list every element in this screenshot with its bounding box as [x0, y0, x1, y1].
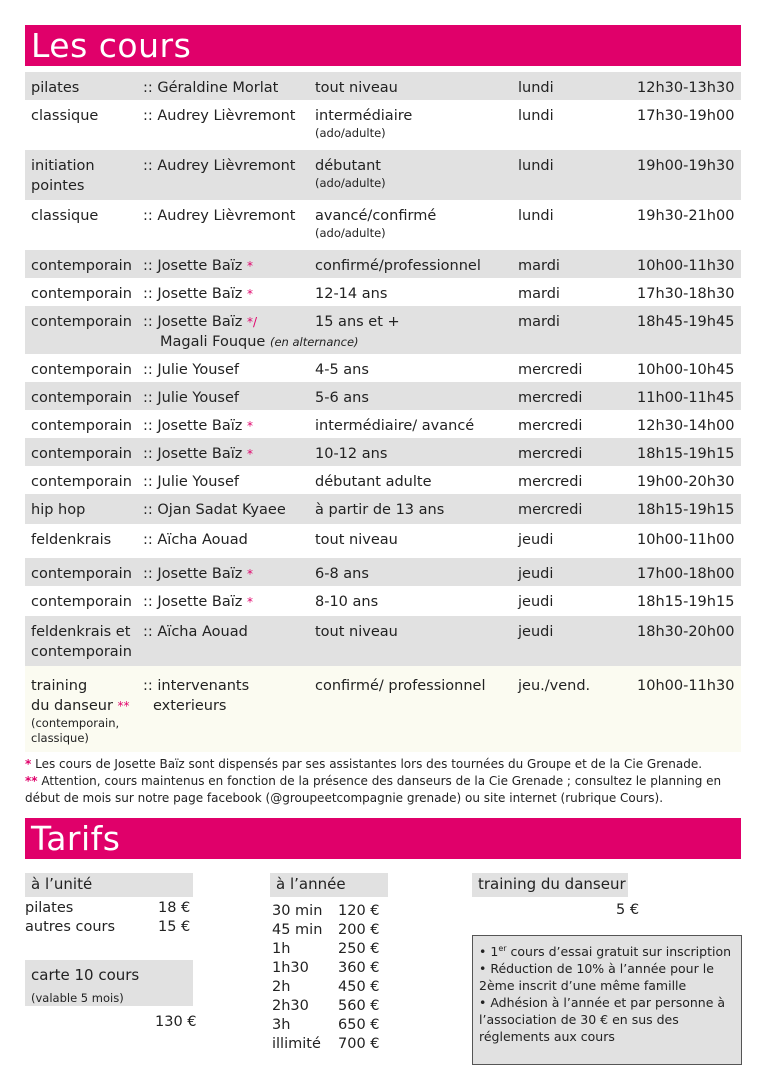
table-row	[25, 410, 741, 438]
annee-item-price: 650 €	[338, 1017, 380, 1033]
info-line-1	[479, 940, 735, 960]
discipline: contemporain	[31, 474, 132, 490]
teacher: :: Audrey Lièvremont	[143, 108, 296, 124]
level-cell	[315, 106, 412, 141]
table-row	[25, 494, 741, 524]
asterisk-mark: *	[25, 757, 32, 771]
time: 19h00-20h30	[637, 474, 735, 490]
table-row	[25, 666, 741, 752]
training-header: training du danseur	[472, 873, 628, 897]
level: 12-14 ans	[315, 286, 388, 302]
discipline-cell	[31, 622, 132, 662]
discipline: initiation	[31, 158, 95, 174]
table-row	[25, 586, 741, 616]
table-row	[25, 72, 741, 100]
day: mercredi	[518, 474, 583, 490]
time: 18h30-20h00	[637, 624, 735, 640]
info-line-1-sup: er	[498, 944, 507, 953]
table-row	[25, 382, 741, 410]
time: 17h30-19h00	[637, 108, 735, 124]
teacher-cell	[143, 284, 253, 304]
day: mercredi	[518, 362, 583, 378]
discipline: contemporain	[31, 314, 132, 330]
discipline: feldenkrais	[31, 532, 112, 548]
time: 11h00-11h45	[637, 390, 735, 406]
level: tout niveau	[315, 624, 398, 640]
teacher: :: Josette Baïz	[143, 286, 243, 302]
time: 17h00-18h00	[637, 566, 735, 582]
time: 10h00-11h00	[637, 532, 735, 548]
teacher: :: Josette Baïz	[143, 258, 243, 274]
teacher: :: Josette Baïz	[143, 446, 243, 462]
level: tout niveau	[315, 532, 398, 548]
asterisk-mark: */	[247, 315, 258, 329]
teacher-cell	[143, 444, 253, 464]
annee-item-label: 2h30	[272, 998, 309, 1014]
table-row	[25, 616, 741, 666]
level: confirmé/professionnel	[315, 258, 481, 274]
level: avancé/confirmé	[315, 208, 437, 224]
discipline: contemporain	[31, 594, 132, 610]
discipline-line2: du danseur	[31, 698, 113, 714]
day: mercredi	[518, 418, 583, 434]
day: mercredi	[518, 446, 583, 462]
discipline-line2: contemporain	[31, 644, 132, 660]
level-note: (ado/adulte)	[315, 226, 386, 240]
annee-item-label: 3h	[272, 1017, 291, 1033]
annee-item-label: 2h	[272, 979, 291, 995]
day: jeudi	[518, 624, 554, 640]
table-row	[25, 438, 741, 466]
teacher-cell	[143, 416, 253, 436]
footnotes	[25, 756, 745, 807]
teacher: :: Josette Baïz	[143, 594, 243, 610]
level: à partir de 13 ans	[315, 502, 445, 518]
day: lundi	[518, 158, 554, 174]
info-line-1-post: cours d’essai gratuit sur inscription	[506, 944, 732, 960]
discipline: classique	[31, 108, 99, 124]
info-line-3: • Adhésion à l’année et par personne à l’association de 30 € en sus des réglements aux cours	[479, 995, 726, 1045]
annee-item-price: 250 €	[338, 941, 380, 957]
table-row	[25, 558, 741, 586]
table-row	[25, 100, 741, 150]
tarifs-title: Tarifs	[31, 819, 121, 858]
annee-item-price: 200 €	[338, 922, 380, 938]
discipline-cell	[31, 676, 143, 746]
unite-item-price: 15 €	[158, 919, 191, 935]
table-row	[25, 306, 741, 354]
asterisk-mark: *	[247, 287, 253, 301]
discipline: pilates	[31, 80, 80, 96]
carte-header: carte 10 cours	[31, 966, 140, 984]
asterisk-mark: *	[247, 259, 253, 273]
day: mardi	[518, 314, 560, 330]
annee-item-label: 1h	[272, 941, 291, 957]
time: 10h00-10h45	[637, 362, 735, 378]
level-note: (ado/adulte)	[315, 126, 386, 140]
level-note: (ado/adulte)	[315, 176, 386, 190]
level: 15 ans et +	[315, 314, 400, 330]
table-row	[25, 200, 741, 250]
teacher: :: Géraldine Morlat	[143, 80, 279, 96]
teacher-second: Magali Fouque	[160, 334, 266, 350]
annee-item-label: 30 min	[272, 903, 323, 919]
asterisk-mark: *	[247, 567, 253, 581]
table-row	[25, 250, 741, 278]
teacher: :: intervenants	[143, 678, 250, 694]
level: débutant adulte	[315, 474, 432, 490]
day: jeudi	[518, 566, 554, 582]
table-row	[25, 354, 741, 382]
discipline: training	[31, 678, 88, 694]
teacher: :: Josette Baïz	[143, 418, 243, 434]
teacher: :: Julie Yousef	[143, 390, 240, 406]
cours-title: Les cours	[31, 26, 192, 65]
time: 19h30-21h00	[637, 208, 735, 224]
time: 18h15-19h15	[637, 446, 735, 462]
annee-item-price: 360 €	[338, 960, 380, 976]
training-price: 5 €	[616, 902, 640, 918]
asterisk-mark: *	[247, 595, 253, 609]
cours-banner	[25, 25, 741, 66]
level: 5-6 ans	[315, 390, 369, 406]
day: mardi	[518, 286, 560, 302]
teacher-cell	[143, 592, 253, 612]
footnote-2-text: Attention, cours maintenus en fonction de la présence des danseurs de la Cie Grenade ; consultez le planning en début de mois sur notre page facebook (@groupeetcompagnie grenade) ou site internet (rubrique Cours).	[25, 774, 722, 805]
info-line-2: • Réduction de 10% à l’année pour le 2ème inscrit d’une même famille	[479, 961, 714, 994]
teacher: :: Ojan Sadat Kyaee	[143, 502, 286, 518]
level: 8-10 ans	[315, 594, 379, 610]
day: mardi	[518, 258, 560, 274]
day: jeudi	[518, 532, 554, 548]
annee-item-price: 700 €	[338, 1036, 380, 1052]
level: intermédiaire	[315, 108, 413, 124]
teacher: :: Josette Baïz	[143, 566, 243, 582]
time: 19h00-19h30	[637, 158, 735, 174]
time: 18h15-19h15	[637, 502, 735, 518]
double-asterisk-mark: **	[25, 774, 38, 788]
time: 18h15-19h15	[637, 594, 735, 610]
footnote-2	[25, 773, 745, 807]
day: lundi	[518, 108, 554, 124]
discipline: contemporain	[31, 446, 132, 462]
discipline-note: (contemporain, classique)	[31, 716, 120, 745]
discipline: hip hop	[31, 502, 86, 518]
double-asterisk-mark: **	[117, 699, 130, 713]
table-row	[25, 466, 741, 494]
table-row	[25, 278, 741, 306]
time: 12h30-13h30	[637, 80, 735, 96]
unite-item-label: autres cours	[25, 919, 116, 935]
discipline: contemporain	[31, 390, 132, 406]
discipline: contemporain	[31, 566, 132, 582]
day: jeu./vend.	[518, 678, 591, 694]
level: 4-5 ans	[315, 362, 369, 378]
carte-header-box	[25, 960, 193, 1006]
level: débutant	[315, 158, 381, 174]
table-row	[25, 150, 741, 200]
annee-item-price: 450 €	[338, 979, 380, 995]
discipline: contemporain	[31, 418, 132, 434]
carte-price: 130 €	[155, 1014, 197, 1030]
time: 17h30-18h30	[637, 286, 735, 302]
discipline: contemporain	[31, 286, 132, 302]
discipline-line2: pointes	[31, 178, 85, 194]
asterisk-mark: *	[247, 419, 253, 433]
teacher: :: Josette Baïz	[143, 314, 243, 330]
annee-header: à l’année	[270, 873, 388, 897]
discipline: classique	[31, 208, 99, 224]
annee-item-label: 45 min	[272, 922, 323, 938]
level: tout niveau	[315, 80, 398, 96]
unite-header: à l’unité	[25, 873, 193, 897]
time: 10h00-11h30	[637, 258, 735, 274]
teacher-cell	[143, 676, 249, 716]
discipline: contemporain	[31, 258, 132, 274]
info-line-1-pre: • 1	[479, 944, 499, 960]
discipline: contemporain	[31, 362, 132, 378]
level: confirmé/ professionnel	[315, 678, 486, 694]
time: 12h30-14h00	[637, 418, 735, 434]
asterisk-mark: *	[247, 447, 253, 461]
teacher-note: (en alternance)	[269, 335, 359, 349]
teacher: :: Aïcha Aouad	[143, 624, 248, 640]
teacher: :: Audrey Lièvremont	[143, 158, 296, 174]
teacher: :: Julie Yousef	[143, 474, 240, 490]
teacher-second: exterieurs	[153, 698, 227, 714]
discipline-cell	[31, 156, 95, 196]
teacher-cell	[143, 564, 253, 584]
annee-item-label: 1h30	[272, 960, 309, 976]
level: intermédiaire/ avancé	[315, 418, 475, 434]
day: lundi	[518, 80, 554, 96]
level-cell	[315, 206, 436, 241]
level-cell	[315, 156, 386, 191]
teacher-cell	[143, 256, 253, 276]
unite-item-label: pilates	[25, 900, 74, 916]
day: mercredi	[518, 502, 583, 518]
annee-item-label: illimité	[272, 1036, 321, 1052]
time: 18h45-19h45	[637, 314, 735, 330]
level: 10-12 ans	[315, 446, 388, 462]
level: 6-8 ans	[315, 566, 369, 582]
time: 10h00-11h30	[637, 678, 735, 694]
discipline: feldenkrais et	[31, 624, 131, 640]
info-box	[472, 935, 742, 1065]
tarifs-banner	[25, 818, 741, 859]
day: lundi	[518, 208, 554, 224]
day: jeudi	[518, 594, 554, 610]
footnote-1	[25, 756, 745, 773]
annee-item-price: 560 €	[338, 998, 380, 1014]
table-row	[25, 524, 741, 558]
footnote-1-text: Les cours de Josette Baïz sont dispensés par ses assistantes lors des tournées du Groupe et de la Cie Grenade.	[35, 757, 703, 771]
unite-item-price: 18 €	[158, 900, 191, 916]
teacher: :: Julie Yousef	[143, 362, 240, 378]
teacher: :: Audrey Lièvremont	[143, 208, 296, 224]
annee-item-price: 120 €	[338, 903, 380, 919]
carte-note: (valable 5 mois)	[31, 991, 124, 1005]
day: mercredi	[518, 390, 583, 406]
teacher: :: Aïcha Aouad	[143, 532, 248, 548]
